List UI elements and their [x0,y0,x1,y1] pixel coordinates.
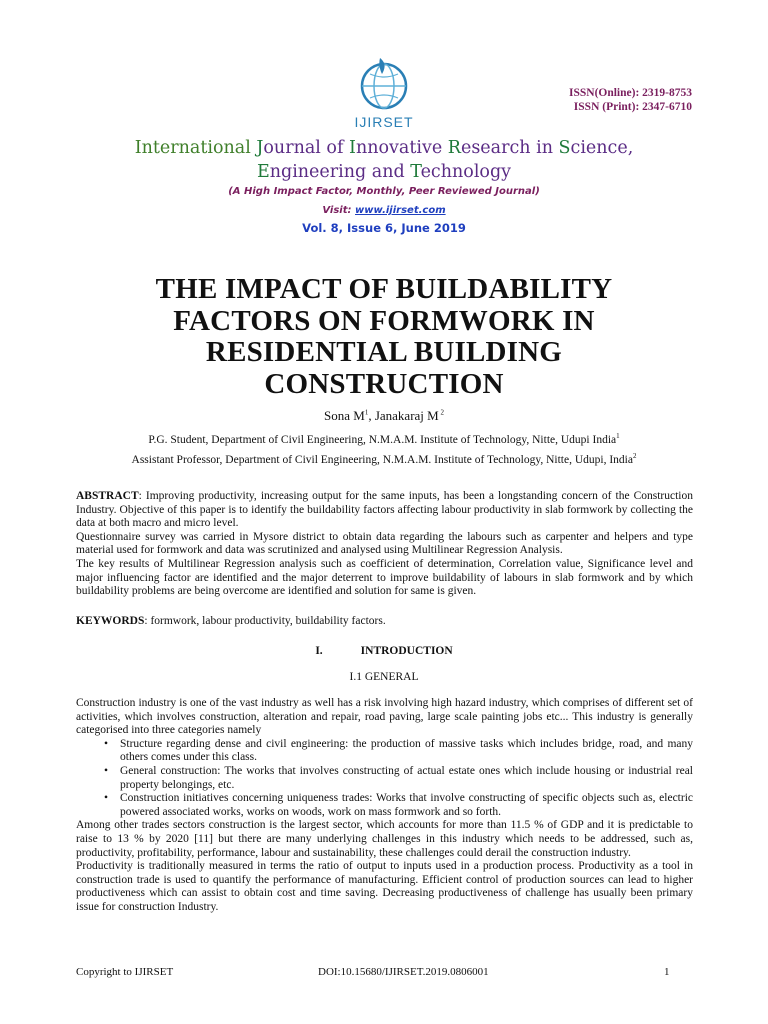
paper-title [60,274,708,400]
intro-p2: Among other trades sectors construction is the largest sector, which accounts for more than 11.5 % of GDP and it is predictable to raise to 13 % by 2020 [11] but there are many underlying challenges in this industry which needs to be addressed, such as, productivity, profitability, performance, labour and sustainability, these challenges could derail the construction industry. [76,819,693,859]
globe-logo-icon [334,52,434,116]
paper-title-line: CONSTRUCTION [264,367,504,400]
abstract-p1 [76,490,693,531]
jt-part: E [256,162,270,182]
issn-print: ISSN (Print): 2347-6710 [573,101,692,113]
footer-copyright: Copyright to IJIRSET [76,966,174,978]
impact-line: (A High Impact Factor, Monthly, Peer Reviewed Journal) [228,186,540,197]
paper-title-line: THE IMPACT OF BUILDABILITY [155,273,613,305]
affiliation-2 [0,452,768,466]
affiliation-2-text: Assistant Professor, Department of Civil Engineering, N.M.A.M. Institute of Technology, Nitte, Udupi, India [131,453,633,466]
journal-website-link[interactable]: www.ijirset.com [355,205,446,216]
authors [0,408,768,424]
categories-list [76,738,693,820]
issn-online: ISSN(Online): 2319-8753 [569,87,692,99]
list-item: • Construction initiatives concerning uniqueness trades: Works that involve constructing of specific objects such as, electric powered associated works, works on woods, work on mass formwork and so forth. [76,792,693,819]
paper-title-line: RESIDENTIAL BUILDING [205,336,563,368]
jt-part: T [410,162,421,182]
author-1-sup: 1 [364,408,369,417]
introduction-body [76,697,693,915]
abstract-p2: Questionnaire survey was carried in Mysore district to obtain data regarding the labours such as carpenter and helpers and type material used for formwork and data was scrutinized and analysed using Multilinear Regression Analysis. [76,530,693,557]
jt-part: J [256,138,264,158]
intro-p1: Construction industry is one of the vast industry as well has a risk involving high hazard industry, which comprises of different set of activities, which involves construction, alteration and repair, road paving, large scale painting jobs etc... This industry is generally categorised into three categories namely [76,697,693,737]
jt-part: S [558,138,571,158]
jt-part: nnovative [355,138,448,158]
abstract-section [76,490,693,599]
keywords-section [76,615,693,629]
jt-part: International [134,138,257,158]
abstract-text: : Improving productivity, increasing output for the same inputs, has been a longstanding concern of the Construction Industry. Objective of this paper is to identify the buildability factors affecting labour productivity in slab formwork by collecting the data at both macro and micro level. [76,490,693,530]
author-2-sup: 2 [438,408,444,417]
abstract-label: ABSTRACT [76,490,139,502]
paper-title-line: FACTORS ON FORMWORK IN [173,304,595,337]
section-number: I. [315,645,323,657]
jt-part: ournal of [263,138,350,158]
jt-part: cience, [570,138,634,158]
visit-label: Visit: [322,205,355,216]
issn-block [569,86,692,114]
author-1: Sona M [324,408,365,423]
affiliation-1 [0,432,768,446]
section-title: INTRODUCTION [360,645,453,657]
journal-logo [334,52,434,144]
subsection-heading-general: I.1 GENERAL [349,671,419,683]
keywords-label: KEYWORDS [76,615,145,627]
affiliation-1-sup: 1 [616,432,620,440]
keywords-line [76,615,693,629]
jt-part: I [349,138,356,158]
affiliation-1-text: P.G. Student, Department of Civil Engineering, N.M.A.M. Institute of Technology, Nitte, Udupi India [148,433,617,446]
journal-title [0,136,768,184]
visit-line [0,205,768,216]
footer-page-number: 1 [664,966,670,978]
list-item: • Structure regarding dense and civil engineering: the production of massive tasks which includes bridge, road, and many others comes under this class. [76,738,693,765]
journal-title-line1 [0,136,768,160]
jt-part: R [447,138,461,158]
journal-title-line2 [0,160,768,184]
jt-part: esearch in [460,138,559,158]
jt-part: echnology [420,162,512,182]
intro-p3: Productivity is traditionally measured in terms the ratio of output to inputs used in a production process. Productivity as a tool in construction trade is used to quantify the performance of manufacturing. Efficient control of production sources can lead to higher productiveness which can assist to obtain cost and time saving. Decreasing productiveness of challenge has usually been primary issue for construction Industry. [76,860,693,913]
author-2: , Janakaraj M [368,408,439,423]
volume-issue: Vol. 8, Issue 6, June 2019 [302,221,466,235]
section-heading-introduction [0,645,768,657]
jt-part: ngineering and [269,162,411,182]
affiliation-2-sup: 2 [632,452,637,460]
logo-text: IJIRSET [354,114,414,130]
abstract-p3: The key results of Multilinear Regression analysis such as coefficient of determination, Correlation value, Significance level and major influencing factor are identified and the major deterrent to improve buildability of labours in slab formwork and by which buildability problems are being overcome are identified and solution for same is given. [76,557,693,598]
keywords-text: : formwork, labour productivity, buildability factors. [144,615,386,627]
list-item: • General construction: The works that involves constructing of actual estate ones which include housing or industrial real property belongings, etc. [76,765,693,792]
footer-doi: DOI:10.15680/IJIRSET.2019.0806001 [318,966,489,978]
